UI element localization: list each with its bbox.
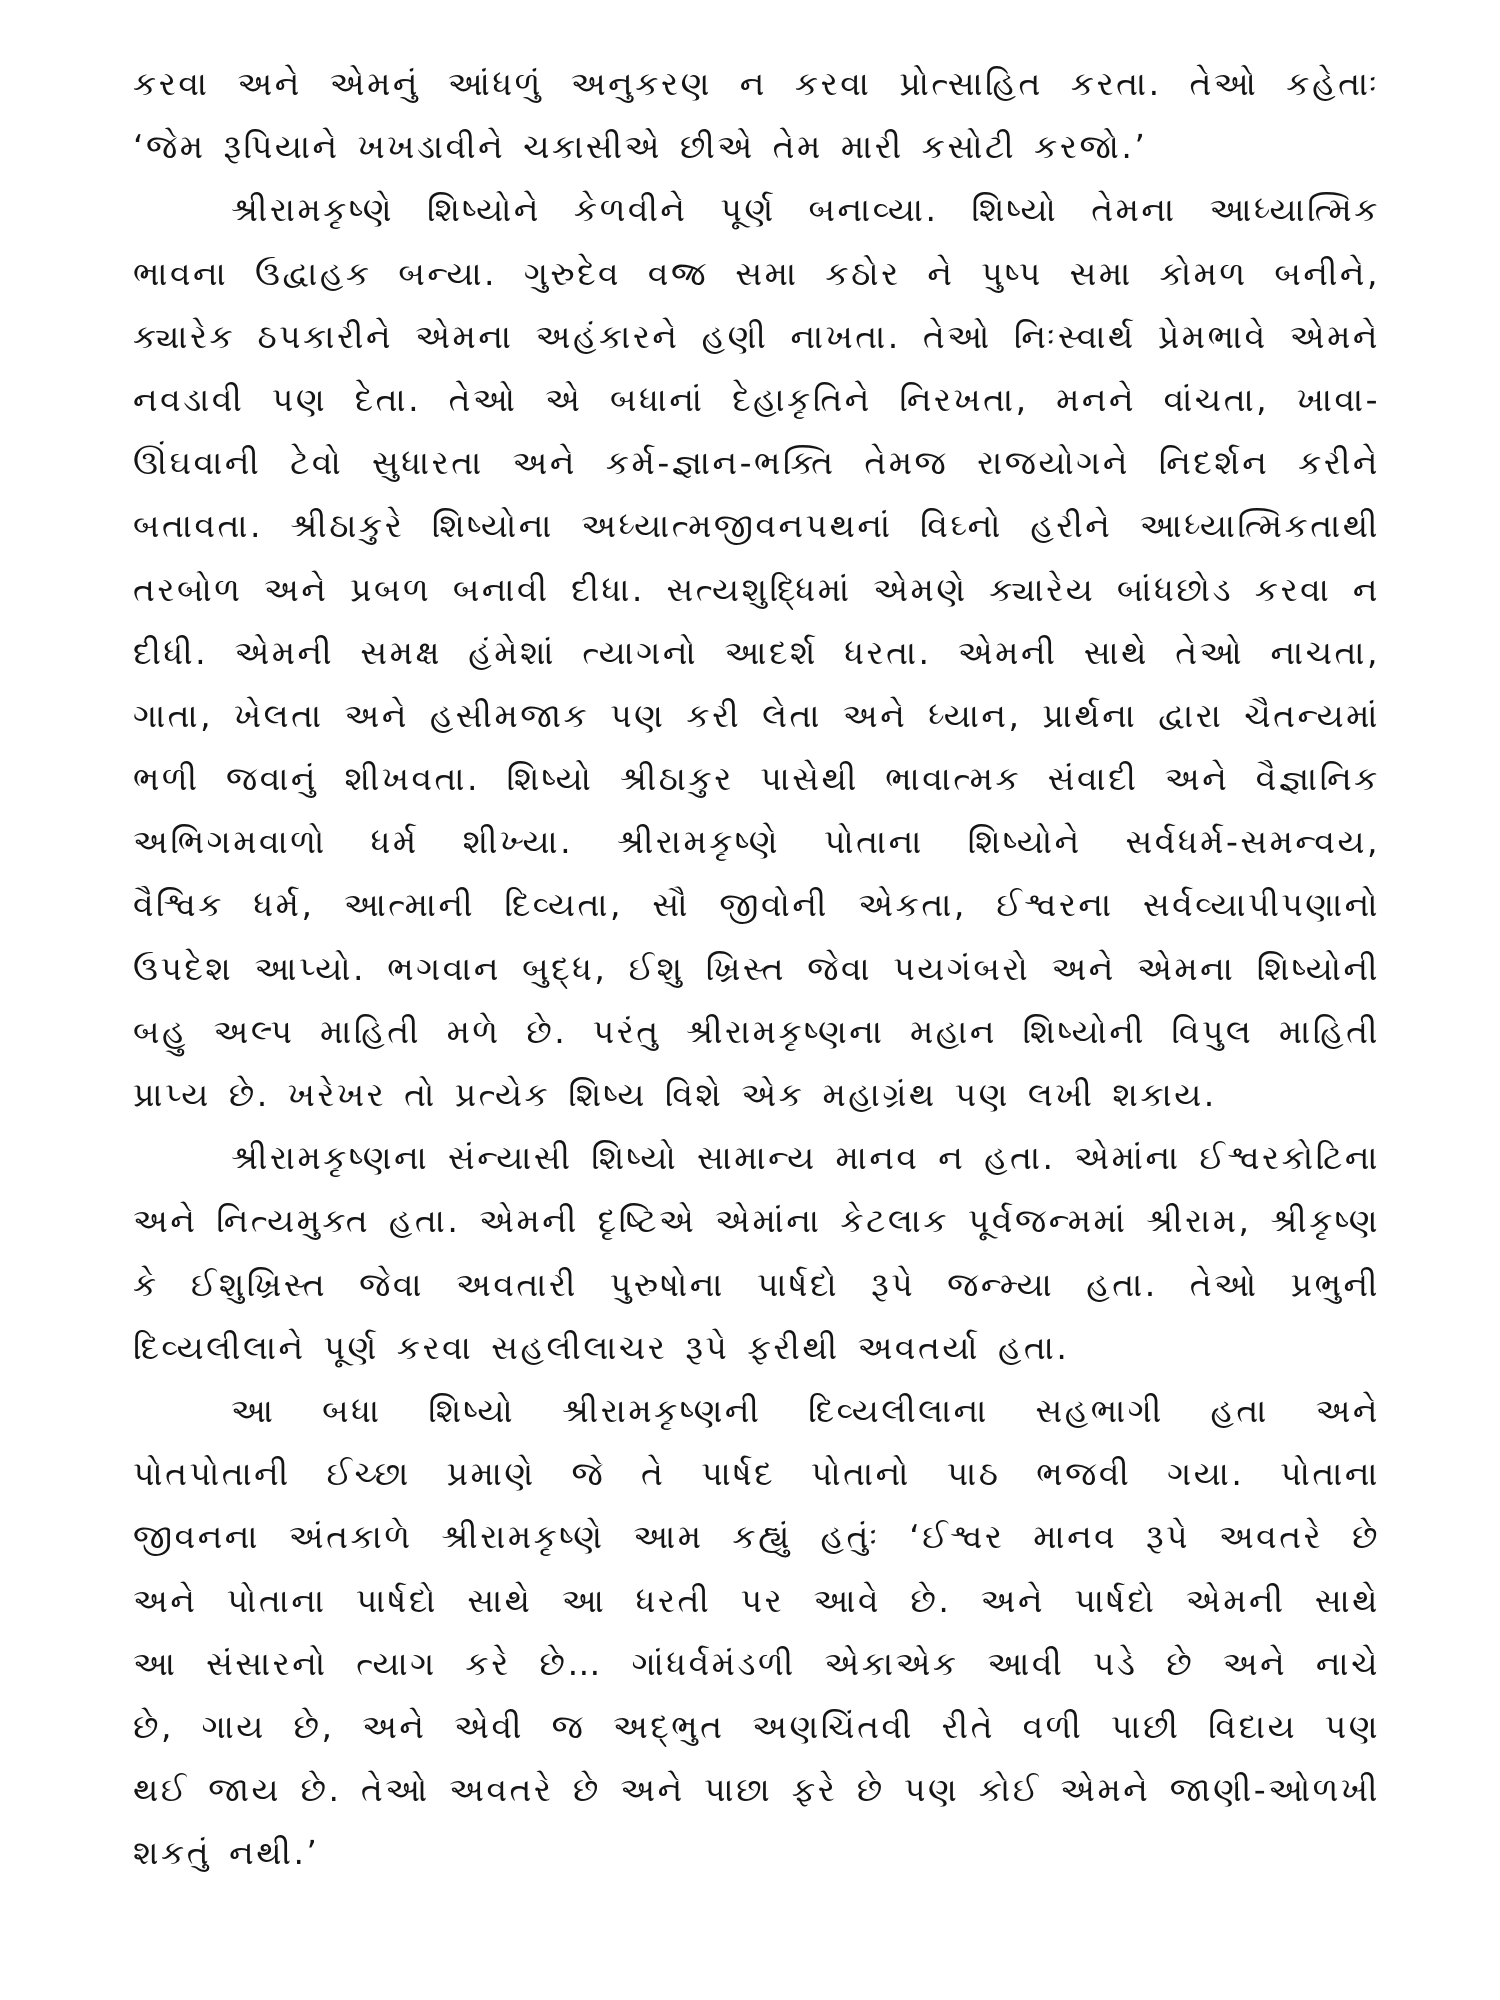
text-line: આ સંસારનો ત્યાગ કરે છે… ગાંધર્વમંડળી એકાએક આવી પડે છે અને નાચે: [133, 1643, 1380, 1683]
text-line: ઊંઘવાની ટેવો સુધારતા અને કર્મ-જ્ઞાન-ભક્તિ તેમજ રાજયોગને નિદર્શન કરીને: [133, 443, 1380, 483]
paragraph-start-line: શ્રીરામકૃષ્ણના સંન્યાસી શિષ્યો સામાન્ય માનવ ન હતા. એમાંના ઈશ્વરકોટિના: [231, 1138, 1380, 1178]
text-line: પ્રાપ્ય છે. ખરેખર તો પ્રત્યેક શિષ્ય વિશે એક મહાગ્રંથ પણ લખી શકાય.: [133, 1075, 1217, 1114]
text-line: થઈ જાય છે. તેઓ અવતરે છે અને પાછા ફરે છે પણ કોઈ એમને જાણી-ઓળખી: [133, 1770, 1380, 1810]
text-line: ઉપદેશ આપ્યો. ભગવાન બુદ્ધ, ઈશુ ખ્રિસ્ત જેવા પયગંબરો અને એમના શિષ્યોની: [133, 948, 1380, 988]
text-line: શકતું નથી.’: [133, 1833, 320, 1873]
text-line: અભિગમવાળો ધર્મ શીખ્યા. શ્રીરામકૃષ્ણે પોતાના શિષ્યોને સર્વધર્મ-સમન્વય,: [133, 822, 1380, 862]
text-line: પોતપોતાની ઈચ્છા પ્રમાણે જે તે પાર્ષદ પોતાનો પાઠ ભજવી ગયા. પોતાના: [133, 1454, 1380, 1494]
paragraph-start-line: આ બધા શિષ્યો શ્રીરામકૃષ્ણની દિવ્યલીલાના સહભાગી હતા અને: [231, 1390, 1380, 1430]
text-line: તરબોળ અને પ્રબળ બનાવી દીધા. સત્યશુદ્ધિમાં એમણે ક્યારેય બાંધછોડ કરવા ન: [133, 569, 1380, 609]
text-line: વૈશ્વિક ધર્મ, આત્માની દિવ્યતા, સૌ જીવોની એકતા, ઈશ્વરના સર્વવ્યાપીપણાનો: [133, 885, 1380, 925]
text-line: જીવનના અંતકાળે શ્રીરામકૃષ્ણે આમ કહ્યું હતુંઃ ‘ઈશ્વર માનવ રૂપે અવતરે છે: [133, 1517, 1380, 1557]
paragraph-start-line: શ્રીરામકૃષ્ણે શિષ્યોને કેળવીને પૂર્ણ બનાવ્યા. શિષ્યો તેમના આધ્યાત્મિક: [231, 190, 1380, 230]
text-line: અને પોતાના પાર્ષદો સાથે આ ધરતી પર આવે છે. અને પાર્ષદો એમની સાથે: [133, 1580, 1380, 1620]
text-line: છે, ગાય છે, અને એવી જ અદ્ભુત અણચિંતવી રીતે વળી પાછી વિદાય પણ: [133, 1706, 1380, 1746]
text-line: ભળી જવાનું શીખવતા. શિષ્યો શ્રીઠાકુર પાસેથી ભાવાત્મક સંવાદી અને વૈજ્ઞાનિક: [133, 759, 1380, 799]
text-line: કે ઈશુખ્રિસ્ત જેવા અવતારી પુરુષોના પાર્ષદો રૂપે જન્મ્યા હતા. તેઓ પ્રભુની: [133, 1264, 1380, 1304]
text-line: ગાતા, ખેલતા અને હસીમજાક પણ કરી લેતા અને ધ્યાન, પ્રાર્થના દ્વારા ચૈતન્યમાં: [133, 695, 1380, 735]
text-line: દિવ્યલીલાને પૂર્ણ કરવા સહલીલાચર રૂપે ફરીથી અવતર્યા હતા.: [133, 1327, 1070, 1367]
text-line: કરવા અને એમનું આંધળું અનુકરણ ન કરવા પ્રોત્સાહિત કરતા. તેઓ કહેતાઃ: [133, 64, 1380, 103]
text-line: ‘જેમ રૂપિયાને ખખડાવીને ચકાસીએ છીએ તેમ મારી કસોટી કરજો.’: [133, 127, 1148, 167]
text-line: અને નિત્યમુક્ત હતા. એમની દૃષ્ટિએ એમાંના કેટલાક પૂર્વજન્મમાં શ્રીરામ, શ્રીકૃષ્ણ: [133, 1201, 1380, 1241]
text-line: બતાવતા. શ્રીઠાકુરે શિષ્યોના અધ્યાત્મજીવનપથનાં વિઘ્નો હરીને આધ્યાત્મિકતાથી: [133, 506, 1380, 546]
text-line: ક્યારેક ઠપકારીને એમના અહંકારને હણી નાખતા. તેઓ નિઃસ્વાર્થ પ્રેમભાવે એમને: [133, 316, 1380, 356]
text-line: ભાવના ઉદ્વાહક બન્યા. ગુરુદેવ વજ્ર સમા કઠોર ને પુષ્પ સમા કોમળ બનીને,: [133, 253, 1380, 293]
text-line: બહુ અલ્પ માહિતી મળે છે. પરંતુ શ્રીરામકૃષ્ણના મહાન શિષ્યોની વિપુલ માહિતી: [133, 1011, 1380, 1051]
text-line: દીધી. એમની સમક્ષ હંમેશાં ત્યાગનો આદર્શ ધરતા. એમની સાથે તેઓ નાચતા,: [133, 632, 1380, 672]
text-line: નવડાવી પણ દેતા. તેઓ એ બધાનાં દેહાકૃતિને નિરખતા, મનને વાંચતા, ખાવા-: [133, 379, 1380, 419]
